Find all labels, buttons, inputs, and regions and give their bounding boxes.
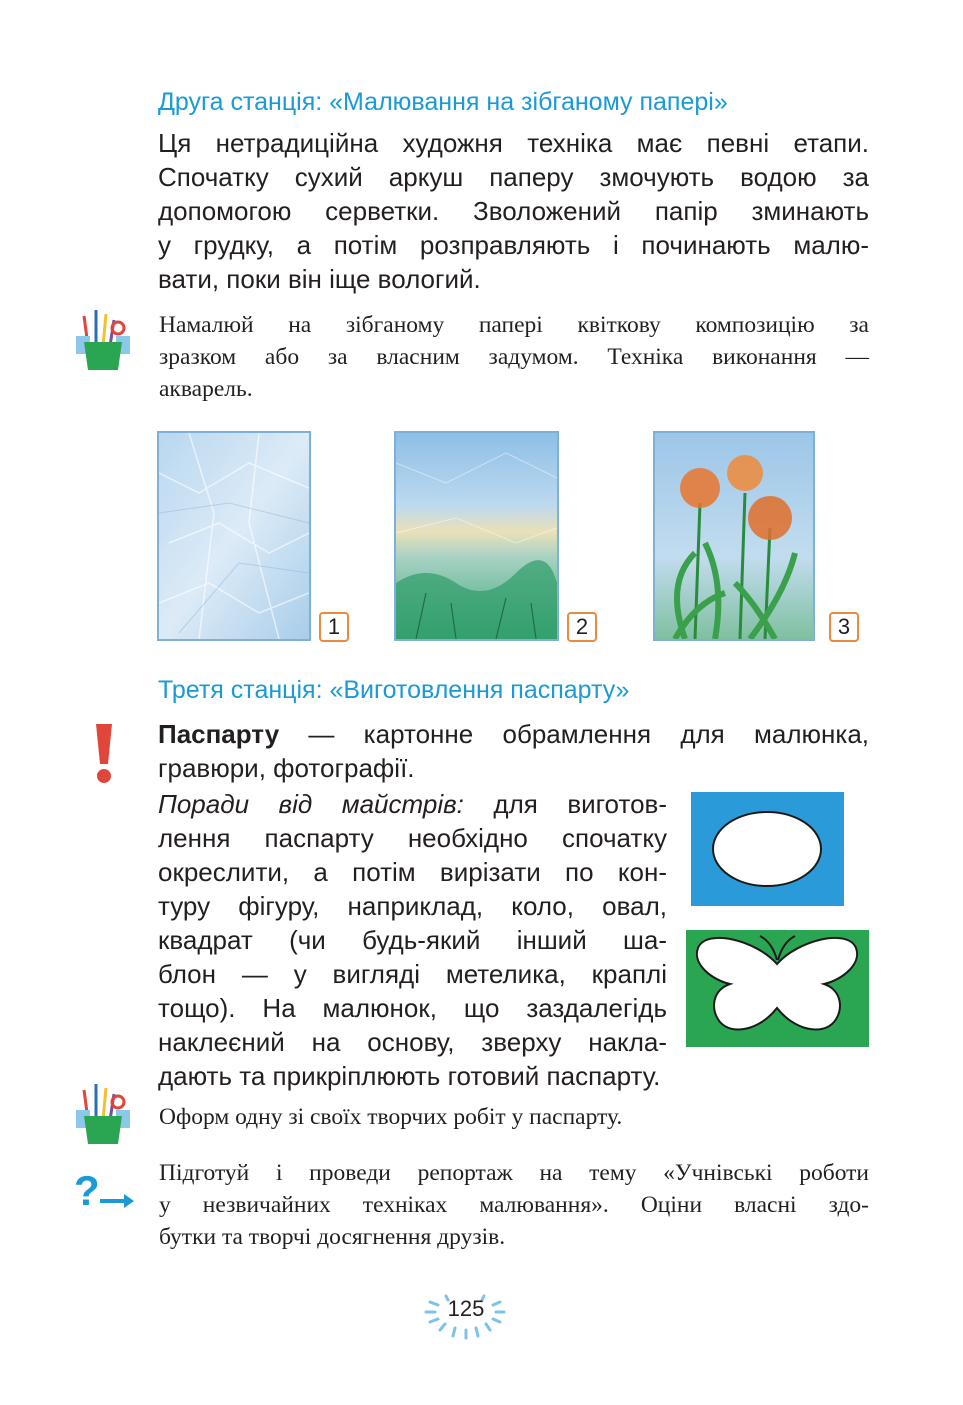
tips-line: тощо). На малюнок, що заздалегідь <box>158 993 667 1023</box>
paragraph-line: Спочатку сухий аркуш паперу змочують водою за <box>158 162 869 192</box>
tips-last <box>158 1059 869 1093</box>
definition <box>158 717 869 785</box>
tips-label: Поради від майстрів: <box>158 789 464 819</box>
paragraph-line: у грудку, а потім розправляють і починають малю- <box>158 230 869 260</box>
exclamation-icon <box>92 722 116 784</box>
svg-text:?: ? <box>74 1167 100 1211</box>
tips-line: наклеєний на основу, зверху накла- <box>158 1027 667 1057</box>
definition-term: Паспарту <box>158 719 280 749</box>
crumpled-paper-photo <box>157 431 311 641</box>
tips-text: для виготов- <box>463 789 667 819</box>
question-line: Підготуй і проведи репортаж на тему «Учнівські роботи <box>159 1160 869 1186</box>
definition-line <box>158 717 869 751</box>
task-line: Намалюй на зібганому папері квіткову композицію за <box>159 312 869 338</box>
question-line: у незвичайних техніках малювання». Оціни власні здо- <box>159 1192 869 1218</box>
page-number: 125 <box>447 1296 485 1321</box>
painted-background-photo <box>394 431 559 641</box>
pencil-cup-icon <box>76 1080 132 1146</box>
step-badge: 1 <box>319 612 349 642</box>
question-arrow-icon <box>74 1167 134 1211</box>
task-line: зразком або за власним задумом. Техніка виконання — <box>159 344 869 370</box>
tips-line: туру фігуру, наприклад, коло, овал, <box>158 891 667 921</box>
page-number-decoration <box>420 1290 520 1340</box>
step-badge: 2 <box>567 612 597 642</box>
question-task <box>159 1157 869 1253</box>
station3-task: Оформ одну зі своїх творчих робіт у паспарту. <box>159 1104 623 1130</box>
tips-line: лення паспарту необхідно спочатку <box>158 823 667 853</box>
station2-heading: Друга станція: «Малювання на зібганому папері» <box>158 88 728 116</box>
paragraph-line: вати, поки він іще вологий. <box>158 264 481 294</box>
station2-task <box>159 309 869 405</box>
tips-line <box>158 787 667 821</box>
definition-line: гравюри, фотографії. <box>158 753 415 783</box>
station2-paragraph <box>158 126 869 296</box>
tips-line: дають та прикріплюють готовий паспарту. <box>158 1061 661 1091</box>
paragraph-line: допомогою серветки. Зволожений папір зминають <box>158 196 869 226</box>
tips-line: квадрат (чи будь-який інший ша- <box>158 925 667 955</box>
definition-text: — картонне обрамлення для малюнка, <box>279 719 869 749</box>
flower-painting-photo <box>653 431 815 641</box>
tips-line: окреслити, а потім вирізати по кон- <box>158 857 667 887</box>
task-line: акварель. <box>159 376 253 402</box>
paragraph-line: Ця нетрадиційна художня техніка має певні етапи. <box>158 128 869 158</box>
oval-passepartout-image <box>691 792 844 906</box>
tips-paragraph <box>158 787 667 1059</box>
step-badge: 3 <box>829 612 859 642</box>
tips-line: блон — у вигляді метелика, краплі <box>158 959 667 989</box>
station3-heading: Третя станція: «Виготовлення паспарту» <box>158 676 630 704</box>
question-line: бутки та творчі досягнення друзів. <box>159 1224 506 1250</box>
butterfly-passepartout-image <box>686 930 869 1047</box>
pencil-cup-icon <box>76 306 132 372</box>
